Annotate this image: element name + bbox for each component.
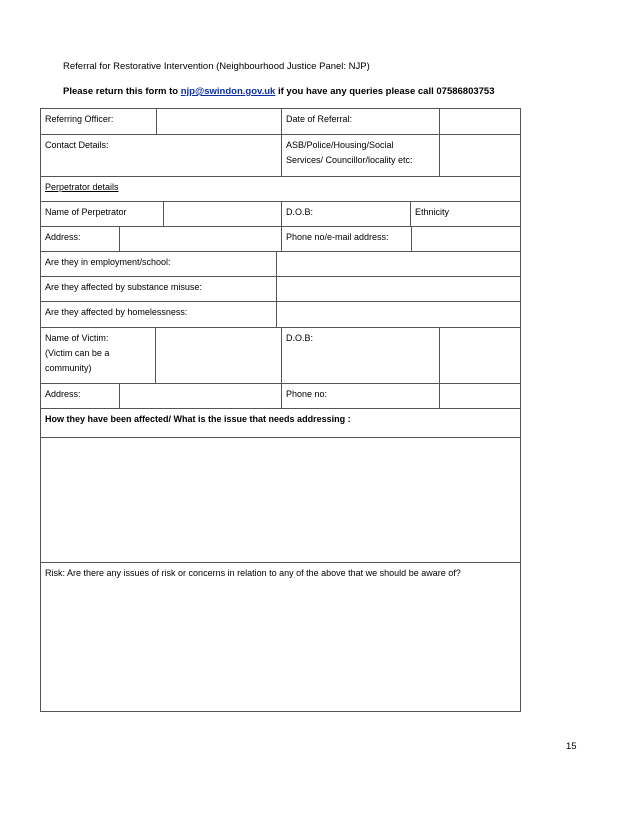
instruction-suffix: if you have any queries please call 07586803753	[275, 86, 495, 97]
date-of-referral-field[interactable]	[439, 108, 521, 135]
email-link[interactable]: njp@swindon.gov.uk	[180, 86, 276, 97]
perpetrator-address-field[interactable]	[119, 226, 282, 252]
asb-label: ASB/Police/Housing/Social Services/ Councillor/locality etc:	[281, 134, 440, 177]
victim-dob-field[interactable]	[439, 327, 521, 384]
victim-address-label: Address:	[40, 383, 120, 409]
employment-label: Are they in employment/school:	[40, 251, 277, 277]
victim-phone-field[interactable]	[439, 383, 521, 409]
phone-email-label: Phone no/e-mail address:	[281, 226, 412, 252]
asb-field[interactable]	[439, 134, 521, 177]
page-number: 15	[566, 741, 577, 752]
affected-question-label: How they have been affected/ What is the issue that needs addressing :	[40, 408, 521, 438]
victim-name-field[interactable]	[155, 327, 282, 384]
perpetrator-address-label: Address:	[40, 226, 120, 252]
substance-misuse-field[interactable]	[276, 276, 521, 302]
referring-officer-field[interactable]	[156, 108, 282, 135]
perpetrator-dob-label: D.O.B:	[281, 201, 411, 227]
substance-misuse-label: Are they affected by substance misuse:	[40, 276, 277, 302]
perpetrator-details-heading: Perpetrator details	[40, 176, 521, 202]
perpetrator-name-label: Name of Perpetrator	[40, 201, 164, 227]
victim-address-field[interactable]	[119, 383, 282, 409]
risk-question-label: Risk: Are there any issues of risk or concerns in relation to any of the above that we should be aware of?	[45, 568, 461, 578]
referring-officer-label: Referring Officer:	[40, 108, 157, 135]
referral-form-table	[40, 108, 521, 712]
contact-details-field[interactable]: Contact Details:	[40, 134, 282, 177]
victim-dob-label: D.O.B:	[281, 327, 440, 384]
phone-email-field[interactable]	[411, 226, 521, 252]
instruction-prefix: Please return this form to	[63, 86, 181, 97]
homelessness-field[interactable]	[276, 301, 521, 328]
victim-phone-label: Phone no:	[281, 383, 440, 409]
date-of-referral-label: Date of Referral:	[281, 108, 440, 135]
homelessness-label: Are they affected by homelessness:	[40, 301, 277, 328]
form-title: Referral for Restorative Intervention (Neighbourhood Justice Panel: NJP)	[63, 61, 370, 72]
affected-answer-area[interactable]	[40, 437, 521, 563]
return-instructions	[63, 86, 495, 97]
ethnicity-label: Ethnicity	[410, 201, 521, 227]
victim-name-label: Name of Victim: (Victim can be a community)	[40, 327, 156, 384]
employment-field[interactable]	[276, 251, 521, 277]
risk-area[interactable]	[40, 562, 521, 712]
perpetrator-name-field[interactable]	[163, 201, 282, 227]
